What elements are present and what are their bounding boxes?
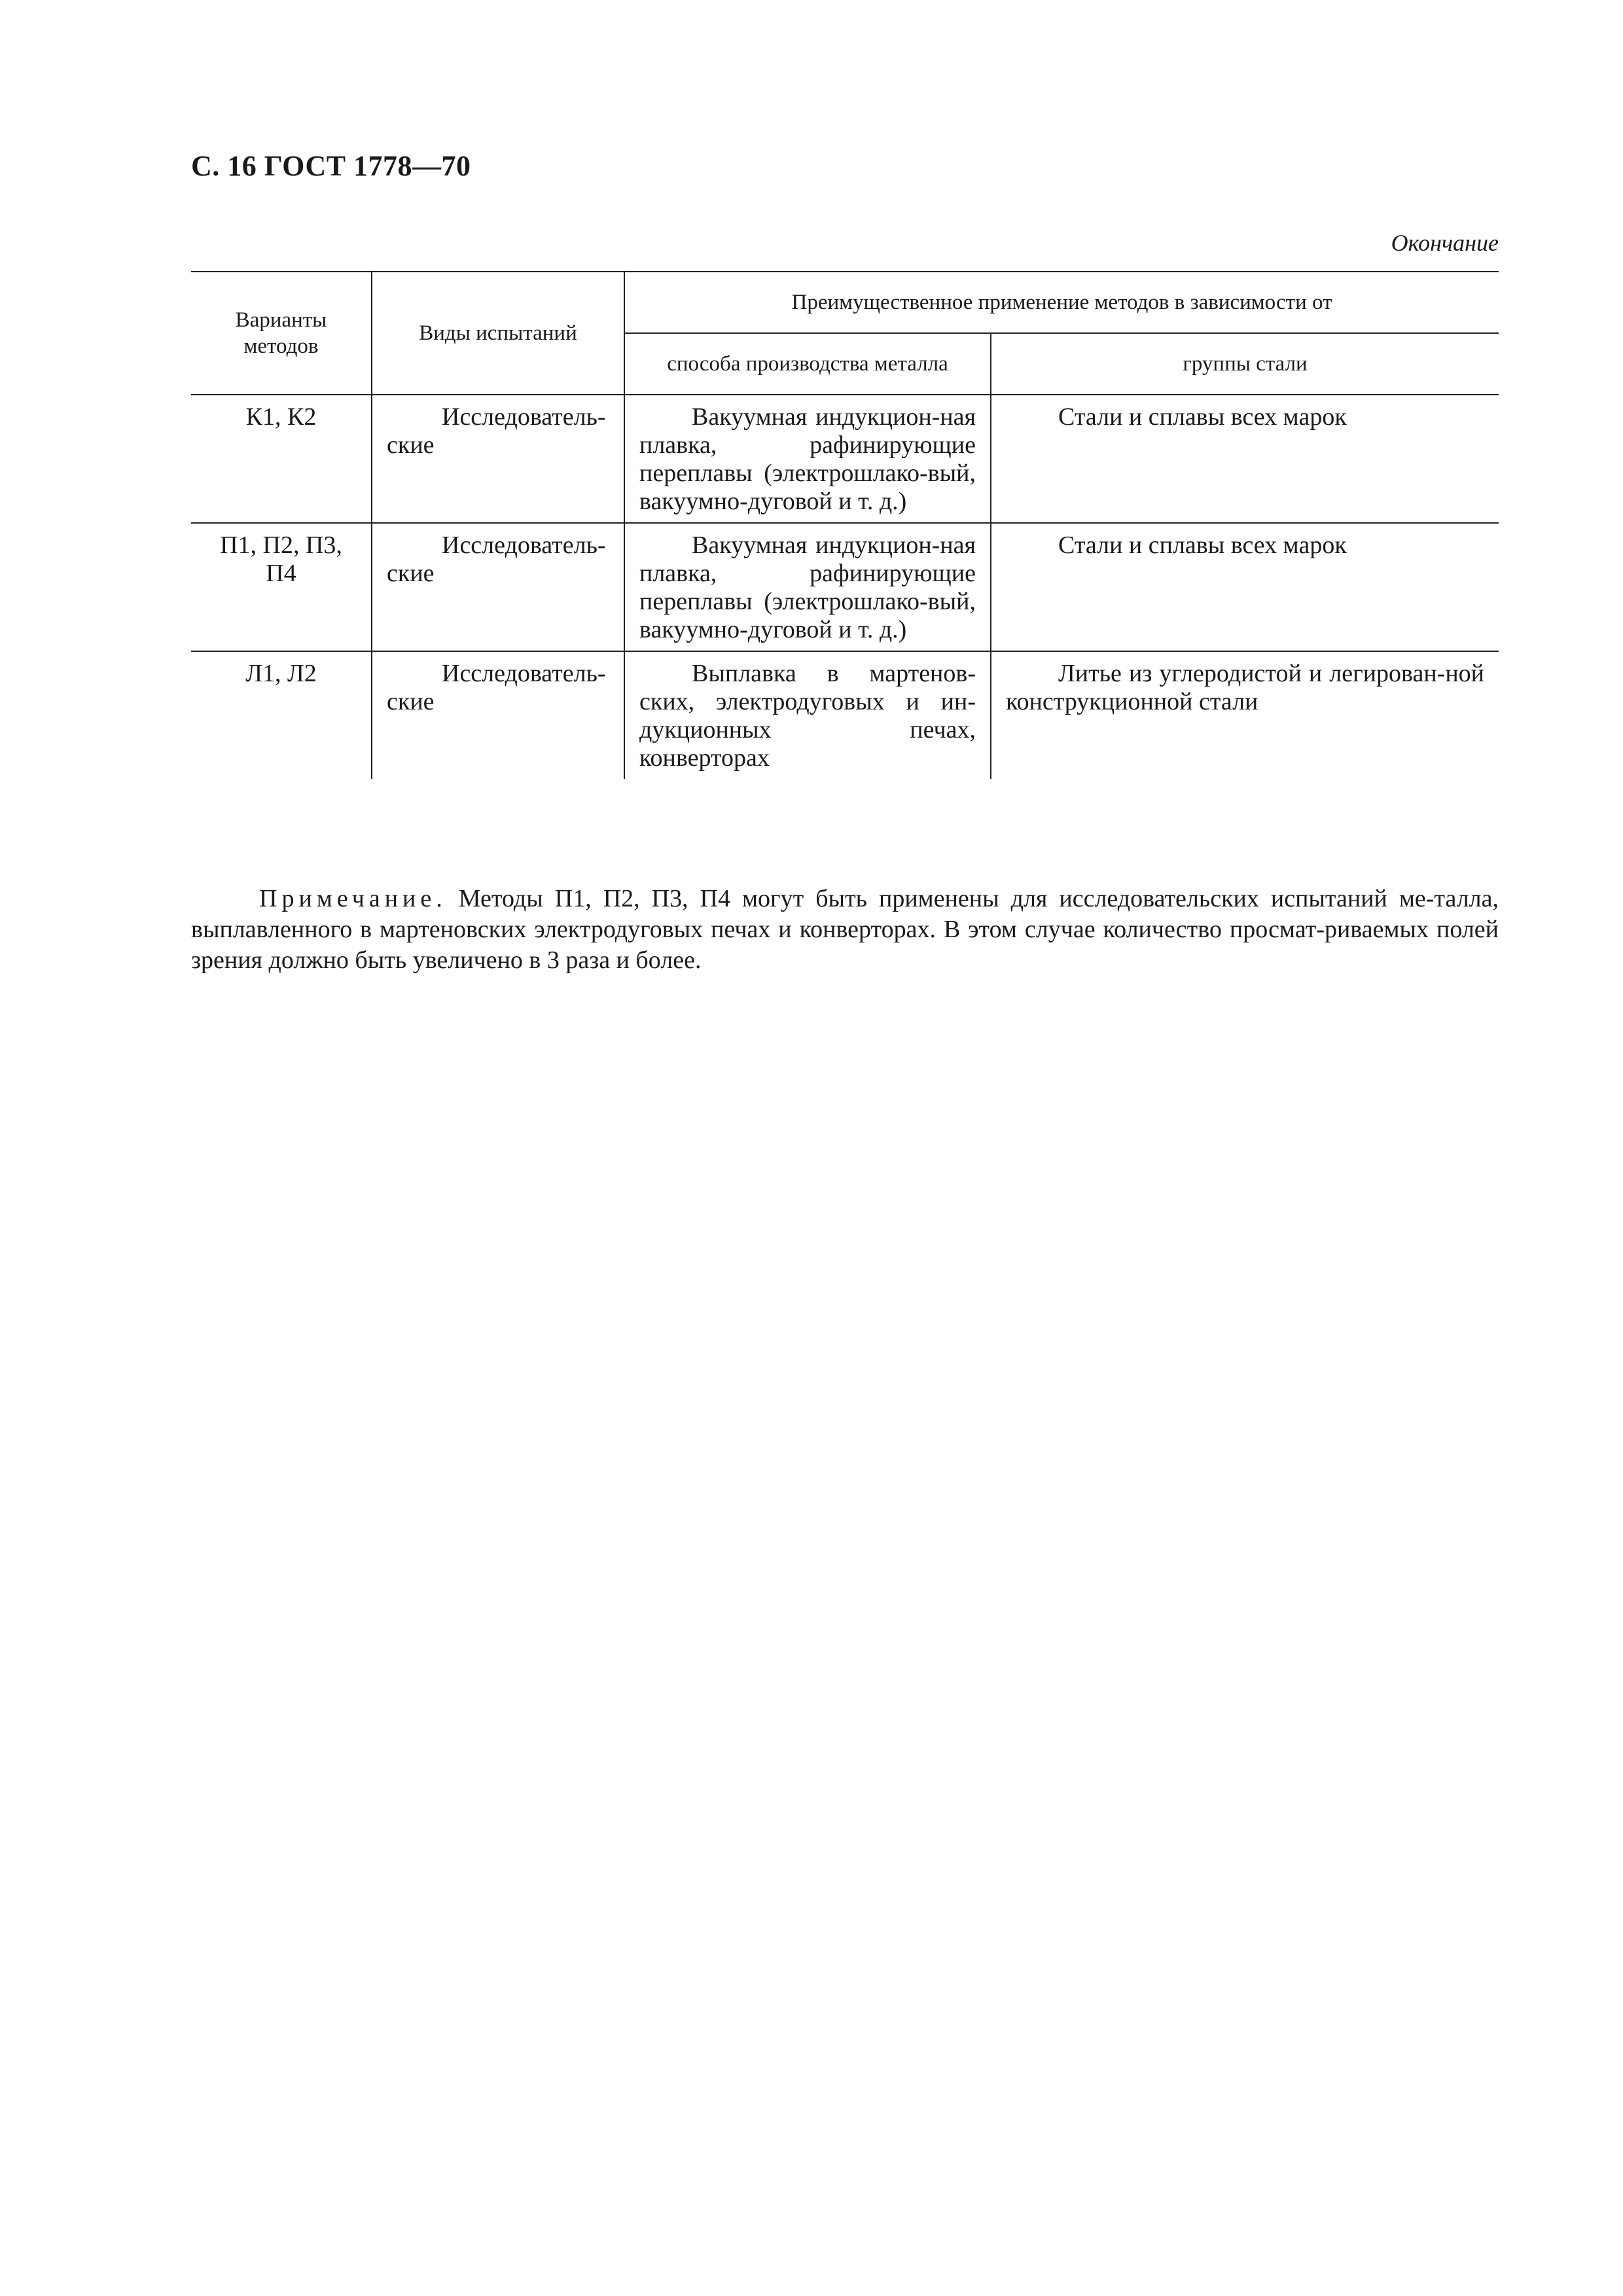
table-row xyxy=(191,651,1499,779)
table-caption: Окончание xyxy=(1391,230,1499,256)
cell-variant: К1, К2 xyxy=(191,395,372,523)
methods-table xyxy=(191,271,1499,779)
header-steel-group: группы стали xyxy=(991,333,1499,395)
table-row xyxy=(191,395,1499,523)
cell-test-type: Исследователь-ские xyxy=(372,395,624,523)
cell-variant: П1, П2, П3, П4 xyxy=(191,523,372,651)
cell-steel-group: Литье из углеродистой и легирован-ной конструкционной стали xyxy=(991,651,1499,779)
header-test-types: Виды испытаний xyxy=(372,272,624,395)
cell-test-type: Исследователь-ские xyxy=(372,651,624,779)
table-header-row xyxy=(191,272,1499,333)
header-variants: Варианты методов xyxy=(191,272,372,395)
note-paragraph xyxy=(191,884,1499,976)
note-text: Методы П1, П2, П3, П4 могут быть применены для исследовательских испытаний ме-талла, выплавленного в мартеновских электродуговых печах и конверторах. В этом случае количество просмат-риваемых полей зрения должно быть увеличено в 3 раза и более. xyxy=(191,885,1499,974)
header-application: Преимущественное применение методов в зависимости от xyxy=(624,272,1499,333)
table-row xyxy=(191,523,1499,651)
cell-steel-group: Стали и сплавы всех марок xyxy=(991,395,1499,523)
cell-production-method: Выплавка в мартенов-ских, электродуговых и ин-дукционных печах, конверторах xyxy=(624,651,991,779)
cell-test-type: Исследователь-ские xyxy=(372,523,624,651)
cell-production-method: Вакуумная индукцион-ная плавка, рафинирующие переплавы (электрошлако-вый, вакуумно-дуговой и т. д.) xyxy=(624,395,991,523)
cell-production-method: Вакуумная индукцион-ная плавка, рафинирующие переплавы (электрошлако-вый, вакуумно-дуговой и т. д.) xyxy=(624,523,991,651)
page-header: С. 16 ГОСТ 1778—70 xyxy=(191,150,471,182)
header-production-method: способа производства металла xyxy=(624,333,991,395)
cell-variant: Л1, Л2 xyxy=(245,660,317,687)
note-label: Примечание. xyxy=(259,885,447,912)
cell-steel-group: Стали и сплавы всех марок xyxy=(991,523,1499,651)
